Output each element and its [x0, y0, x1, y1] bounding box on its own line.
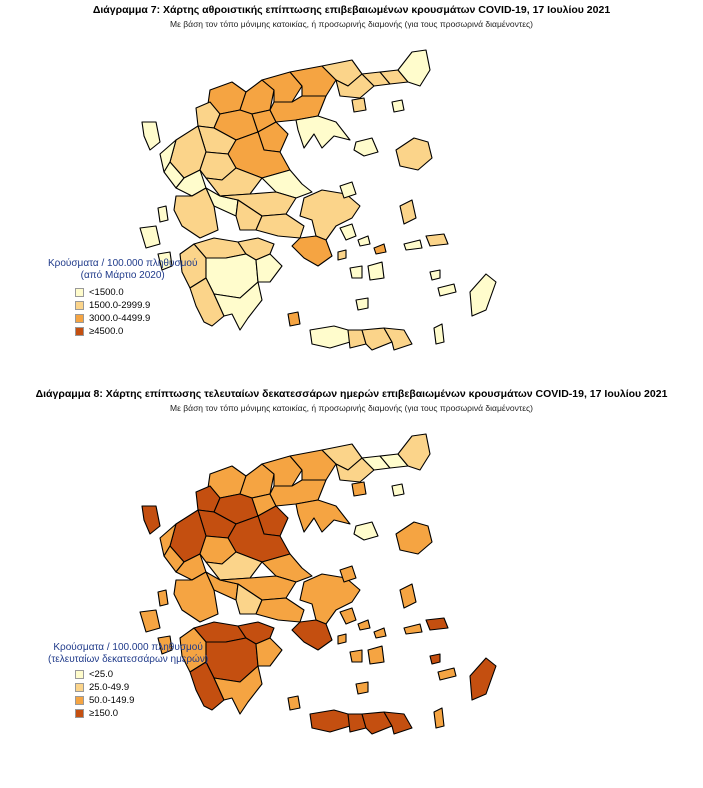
legend-label: <25.0 [89, 669, 114, 680]
region-chalkidiki [296, 116, 350, 148]
map2-legend-item [75, 694, 208, 707]
map1-legend-item [75, 312, 197, 325]
region-argolida [256, 254, 282, 282]
map1-legend-item [75, 299, 197, 312]
region-syros [338, 250, 346, 260]
legend-swatch [75, 683, 84, 692]
region-kos [438, 668, 456, 680]
region-kefalonia [140, 610, 160, 632]
region-kythira [288, 696, 300, 710]
region-kefalonia [140, 226, 160, 248]
legend-swatch [75, 301, 84, 310]
region-chania [310, 710, 350, 732]
region-thasos [352, 482, 366, 496]
region-naxos [368, 646, 384, 664]
region-lesvos [396, 138, 432, 170]
map1-subtitle: Με βάση τον τόπο μόνιμης κατοικίας, ή προσωρινής διαμονής (για τους προσωρινά διαμένοντες) [170, 19, 533, 29]
map2-subtitle: Με βάση τον τόπο μόνιμης κατοικίας, ή προσωρινής διαμονής (για τους προσωρινά διαμένοντες) [170, 403, 533, 413]
region-voiotia [256, 598, 304, 622]
legend-swatch [75, 314, 84, 323]
region-samothraki [392, 100, 404, 112]
region-naxos [368, 262, 384, 280]
map2-legend-item [75, 707, 208, 720]
region-ikaria [404, 624, 422, 634]
region-attiki [292, 236, 332, 266]
region-tinos [358, 236, 370, 246]
map2-legend-title: Κρούσματα / 100.000 πληθυσμού [53, 642, 203, 653]
region-chalkidiki [296, 500, 350, 532]
map1-legend-subtitle: (από Μάρτιο 2020) [80, 270, 165, 281]
region-rodos [470, 658, 496, 700]
legend-swatch [75, 288, 84, 297]
legend-label: ≥150.0 [89, 708, 118, 719]
map2-title: Διάγραμμα 8: Χάρτης επίπτωσης τελευταίων δεκατεσσάρων ημερών επιβεβαιωμένων κρουσμάτων COVID-19, 17 Ιουλίου 2021 [35, 388, 668, 400]
region-argolida [256, 638, 282, 666]
region-mykonos [374, 628, 386, 638]
region-paros [350, 266, 362, 278]
region-andros [340, 224, 356, 240]
region-kythira [288, 312, 300, 326]
region-kos [438, 284, 456, 296]
region-samos [426, 234, 448, 246]
region-santorini [356, 298, 368, 310]
region-samothraki [392, 484, 404, 496]
region-chios [400, 200, 416, 224]
legend-swatch [75, 670, 84, 679]
map1-legend [48, 258, 197, 338]
region-kerkyra [142, 506, 160, 534]
legend-swatch [75, 696, 84, 705]
legend-label: 1500.0-2999.9 [89, 300, 151, 311]
region-kerkyra [142, 122, 160, 150]
map2-legend-subtitle: (τελευταίων δεκατεσσάρων ημερών) [48, 654, 209, 665]
map2-legend-item [75, 681, 208, 694]
region-syros [338, 634, 346, 644]
region-andros [340, 608, 356, 624]
region-thasos [352, 98, 366, 112]
map1-legend-title: Κρούσματα / 100.000 πληθυσμού [48, 258, 198, 269]
legend-label: <1500.0 [89, 287, 124, 298]
region-karpathos [434, 324, 444, 344]
legend-swatch [75, 327, 84, 336]
region-paros [350, 650, 362, 662]
region-kalymnos [430, 270, 440, 280]
region-lesvos [396, 522, 432, 554]
region-samos [426, 618, 448, 630]
legend-label: 50.0-149.9 [89, 695, 135, 706]
region-kalymnos [430, 654, 440, 664]
region-lefkada [158, 590, 168, 606]
region-limnos [354, 522, 378, 540]
region-voiotia [256, 214, 304, 238]
region-lefkada [158, 206, 168, 222]
region-mykonos [374, 244, 386, 254]
region-chania [310, 326, 350, 348]
region-chios [400, 584, 416, 608]
legend-swatch [75, 709, 84, 718]
map1-legend-item [75, 286, 197, 299]
region-ikaria [404, 240, 422, 250]
region-karpathos [434, 708, 444, 728]
map1-title: Διάγραμμα 7: Χάρτης αθροιστικής επίπτωσης επιβεβαιωμένων κρουσμάτων COVID-19, 17 Ιουλίου 2021 [92, 4, 611, 16]
region-tinos [358, 620, 370, 630]
map1-legend-item [75, 325, 197, 338]
legend-label: 3000.0-4499.9 [89, 313, 151, 324]
map2-legend-item [75, 668, 208, 681]
region-limnos [354, 138, 378, 156]
region-santorini [356, 682, 368, 694]
map2-legend [48, 642, 208, 720]
region-attiki [292, 620, 332, 650]
region-rodos [470, 274, 496, 316]
legend-label: 25.0-49.9 [89, 682, 130, 693]
legend-label: ≥4500.0 [89, 326, 124, 337]
